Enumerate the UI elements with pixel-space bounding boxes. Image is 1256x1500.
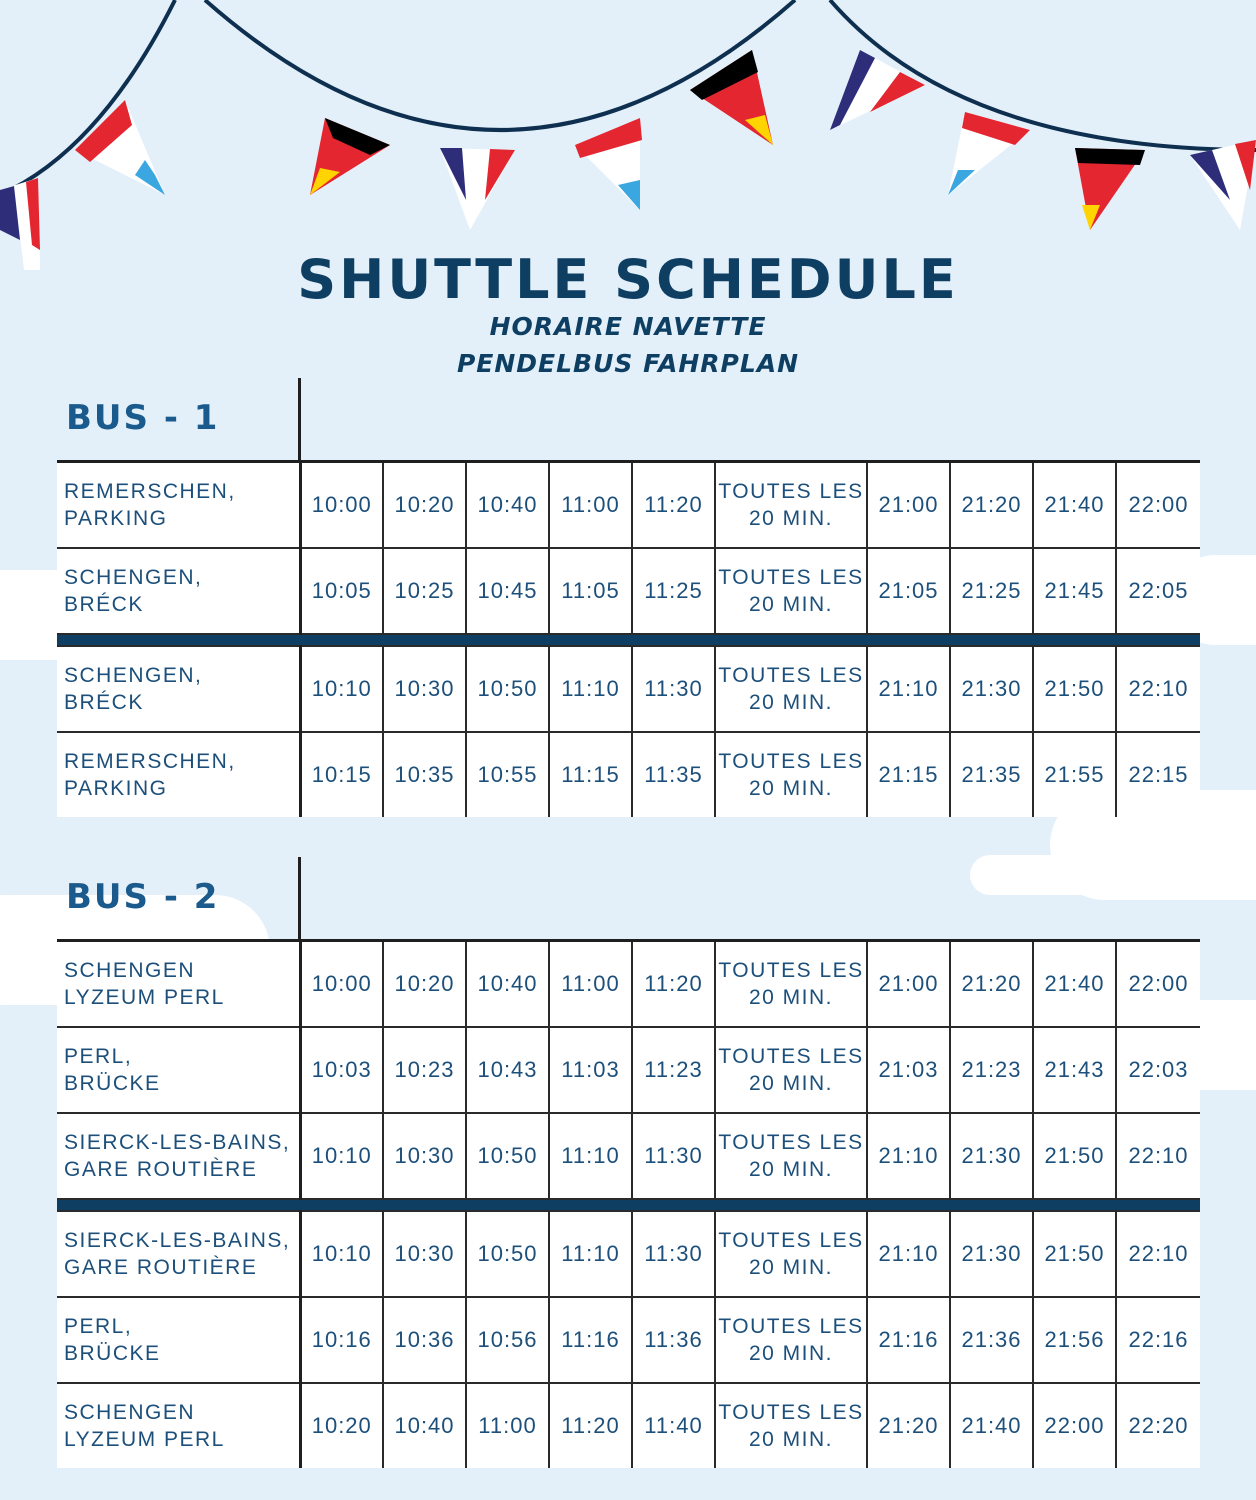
frequency-note-line: 20 MIN. [748, 777, 834, 800]
frequency-note [715, 548, 867, 634]
departure-time: 10:10 [300, 646, 383, 732]
frequency-note-line: 20 MIN. [748, 593, 834, 616]
departure-time: 10:35 [383, 732, 466, 817]
frequency-note-line: TOUTES LES [718, 750, 864, 773]
departure-time: 21:50 [1033, 1211, 1116, 1297]
stop-name-line: SCHENGEN, [64, 566, 203, 589]
stop-name-line: GARE ROUTIÈRE [64, 1158, 258, 1181]
departure-time: 11:20 [632, 462, 715, 549]
table-row [57, 462, 1200, 549]
stop-name-line: GARE ROUTIÈRE [64, 1256, 258, 1279]
departure-time: 10:30 [383, 1113, 466, 1199]
direction-separator [57, 1199, 1200, 1211]
departure-time: 21:30 [950, 1211, 1033, 1297]
departure-time: 10:50 [466, 646, 549, 732]
departure-time: 21:03 [867, 1027, 950, 1113]
subtitle-german: PENDELBUS FAHRPLAN [456, 349, 800, 378]
departure-time: 22:00 [1116, 462, 1200, 549]
stop-name [57, 1113, 300, 1199]
departure-time: 10:55 [466, 732, 549, 817]
frequency-note [715, 462, 867, 549]
bus-2-header-divider [298, 857, 301, 942]
departure-time: 11:15 [549, 732, 632, 817]
frequency-note-line: 20 MIN. [748, 1428, 834, 1451]
departure-time: 11:30 [632, 646, 715, 732]
stop-name [57, 462, 300, 549]
departure-time: 10:00 [300, 941, 383, 1028]
bus-1-header-divider [298, 378, 301, 463]
frequency-note-line: TOUTES LES [718, 1045, 864, 1068]
stop-name-line: REMERSCHEN, [64, 750, 236, 773]
frequency-note [715, 1297, 867, 1383]
stop-name [57, 1211, 300, 1297]
frequency-note-line: TOUTES LES [718, 1401, 864, 1424]
departure-time: 21:40 [950, 1383, 1033, 1468]
departure-time: 21:40 [1033, 462, 1116, 549]
table-row [57, 732, 1200, 817]
departure-time: 21:23 [950, 1027, 1033, 1113]
stop-name-line: SCHENGEN [64, 959, 196, 982]
departure-time: 11:00 [549, 941, 632, 1028]
frequency-note-line: 20 MIN. [748, 1256, 834, 1279]
frequency-note-line: 20 MIN. [748, 1342, 834, 1365]
departure-time: 10:25 [383, 548, 466, 634]
stop-name-line: LYZEUM PERL [64, 986, 225, 1009]
departure-time: 21:50 [1033, 646, 1116, 732]
stop-name-line: PARKING [64, 777, 168, 800]
frequency-note-line: TOUTES LES [718, 1315, 864, 1338]
frequency-note-line: 20 MIN. [748, 1158, 834, 1181]
departure-time: 10:20 [383, 462, 466, 549]
bus-2-schedule-table [57, 939, 1200, 1468]
table-row [57, 548, 1200, 634]
stop-name-line: LYZEUM PERL [64, 1428, 225, 1451]
frequency-note-line: TOUTES LES [718, 959, 864, 982]
frequency-note-line: 20 MIN. [748, 986, 834, 1009]
departure-time: 22:05 [1116, 548, 1200, 634]
departure-time: 21:10 [867, 646, 950, 732]
bunting-flags-decoration [0, 0, 1256, 290]
direction-separator-bar [57, 1199, 1200, 1211]
departure-time: 11:10 [549, 1113, 632, 1199]
frequency-note [715, 941, 867, 1028]
page-title: SHUTTLE SCHEDULE [297, 248, 959, 311]
departure-time: 21:45 [1033, 548, 1116, 634]
departure-time: 10:30 [383, 646, 466, 732]
stop-name-line: SIERCK-LES-BAINS, [64, 1131, 291, 1154]
departure-time: 10:15 [300, 732, 383, 817]
departure-time: 21:25 [950, 548, 1033, 634]
frequency-note-line: TOUTES LES [718, 664, 864, 687]
table-row [57, 941, 1200, 1028]
frequency-note-line: 20 MIN. [748, 507, 834, 530]
table-row [57, 646, 1200, 732]
departure-time: 11:36 [632, 1297, 715, 1383]
departure-time: 10:20 [300, 1383, 383, 1468]
departure-time: 21:50 [1033, 1113, 1116, 1199]
departure-time: 21:20 [867, 1383, 950, 1468]
stop-name-line: REMERSCHEN, [64, 480, 236, 503]
departure-time: 21:36 [950, 1297, 1033, 1383]
bus-1-label: BUS - 1 [66, 398, 220, 438]
departure-time: 11:00 [549, 462, 632, 549]
departure-time: 10:40 [383, 1383, 466, 1468]
direction-separator-bar [57, 634, 1200, 646]
departure-time: 21:00 [867, 941, 950, 1028]
departure-time: 10:36 [383, 1297, 466, 1383]
cloud-decoration [970, 855, 1256, 895]
departure-time: 22:10 [1116, 646, 1200, 732]
departure-time: 11:40 [632, 1383, 715, 1468]
stop-name-line: BRÉCK [64, 691, 144, 714]
departure-time: 22:00 [1033, 1383, 1116, 1468]
stop-name [57, 1027, 300, 1113]
departure-time: 10:05 [300, 548, 383, 634]
departure-time: 11:10 [549, 1211, 632, 1297]
direction-separator [57, 634, 1200, 646]
departure-time: 21:56 [1033, 1297, 1116, 1383]
departure-time: 10:40 [466, 941, 549, 1028]
stop-name [57, 732, 300, 817]
departure-time: 11:05 [549, 548, 632, 634]
departure-time: 10:50 [466, 1211, 549, 1297]
bus-2-label: BUS - 2 [66, 877, 220, 917]
departure-time: 10:56 [466, 1297, 549, 1383]
departure-time: 10:16 [300, 1297, 383, 1383]
table-row [57, 1211, 1200, 1297]
stop-name-line: SCHENGEN, [64, 664, 203, 687]
table-row [57, 1027, 1200, 1113]
departure-time: 21:20 [950, 462, 1033, 549]
frequency-note-line: 20 MIN. [748, 1072, 834, 1095]
departure-time: 21:00 [867, 462, 950, 549]
departure-time: 21:10 [867, 1113, 950, 1199]
departure-time: 22:20 [1116, 1383, 1200, 1468]
departure-time: 21:30 [950, 646, 1033, 732]
stop-name-line: SIERCK-LES-BAINS, [64, 1229, 291, 1252]
table-row [57, 1297, 1200, 1383]
departure-time: 21:15 [867, 732, 950, 817]
departure-time: 21:20 [950, 941, 1033, 1028]
frequency-note [715, 1113, 867, 1199]
departure-time: 21:16 [867, 1297, 950, 1383]
departure-time: 11:03 [549, 1027, 632, 1113]
departure-time: 22:10 [1116, 1211, 1200, 1297]
stop-name-line: BRÜCKE [64, 1072, 161, 1095]
departure-time: 21:43 [1033, 1027, 1116, 1113]
departure-time: 22:00 [1116, 941, 1200, 1028]
departure-time: 10:50 [466, 1113, 549, 1199]
stop-name-line: BRÉCK [64, 593, 144, 616]
departure-time: 21:55 [1033, 732, 1116, 817]
frequency-note-line: TOUTES LES [718, 1229, 864, 1252]
frequency-note [715, 1027, 867, 1113]
departure-time: 11:25 [632, 548, 715, 634]
departure-time: 10:23 [383, 1027, 466, 1113]
stop-name [57, 646, 300, 732]
table-row [57, 1113, 1200, 1199]
departure-time: 11:00 [466, 1383, 549, 1468]
departure-time: 11:20 [549, 1383, 632, 1468]
departure-time: 10:03 [300, 1027, 383, 1113]
stop-name-line: SCHENGEN [64, 1401, 196, 1424]
departure-time: 10:10 [300, 1113, 383, 1199]
departure-time: 10:40 [466, 462, 549, 549]
departure-time: 10:00 [300, 462, 383, 549]
stop-name [57, 1383, 300, 1468]
departure-time: 11:23 [632, 1027, 715, 1113]
frequency-note-line: TOUTES LES [718, 480, 864, 503]
departure-time: 11:20 [632, 941, 715, 1028]
stop-name [57, 548, 300, 634]
frequency-note [715, 1383, 867, 1468]
stop-name-line: PERL, [64, 1045, 133, 1068]
departure-time: 11:30 [632, 1211, 715, 1297]
frequency-note-line: TOUTES LES [718, 566, 864, 589]
departure-time: 21:40 [1033, 941, 1116, 1028]
departure-time: 10:20 [383, 941, 466, 1028]
stop-name-line: PERL, [64, 1315, 133, 1338]
departure-time: 22:16 [1116, 1297, 1200, 1383]
departure-time: 10:30 [383, 1211, 466, 1297]
frequency-note-line: TOUTES LES [718, 1131, 864, 1154]
stop-name [57, 1297, 300, 1383]
departure-time: 11:16 [549, 1297, 632, 1383]
subtitle-french: HORAIRE NAVETTE [489, 312, 767, 341]
frequency-note [715, 646, 867, 732]
departure-time: 21:10 [867, 1211, 950, 1297]
departure-time: 21:30 [950, 1113, 1033, 1199]
departure-time: 11:35 [632, 732, 715, 817]
stop-name-line: BRÜCKE [64, 1342, 161, 1365]
frequency-note [715, 732, 867, 817]
frequency-note-line: 20 MIN. [748, 691, 834, 714]
bus-1-schedule-table [57, 460, 1200, 817]
departure-time: 22:10 [1116, 1113, 1200, 1199]
departure-time: 22:03 [1116, 1027, 1200, 1113]
table-row [57, 1383, 1200, 1468]
departure-time: 10:43 [466, 1027, 549, 1113]
departure-time: 11:10 [549, 646, 632, 732]
departure-time: 22:15 [1116, 732, 1200, 817]
departure-time: 21:35 [950, 732, 1033, 817]
departure-time: 10:45 [466, 548, 549, 634]
departure-time: 11:30 [632, 1113, 715, 1199]
stop-name [57, 941, 300, 1028]
departure-time: 10:10 [300, 1211, 383, 1297]
stop-name-line: PARKING [64, 507, 168, 530]
departure-time: 21:05 [867, 548, 950, 634]
frequency-note [715, 1211, 867, 1297]
